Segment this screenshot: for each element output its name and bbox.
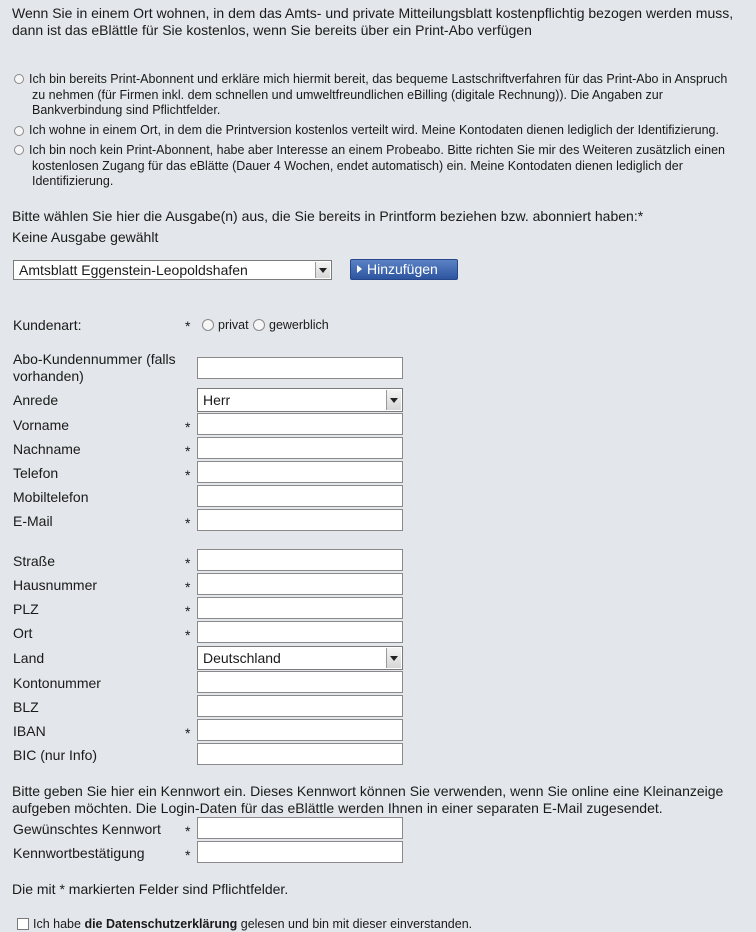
bic-label: BIC (nur Info) (13, 747, 98, 763)
abo-nr-input[interactable] (197, 357, 403, 379)
privacy-policy-link[interactable]: die Datenschutzerklärung (84, 917, 238, 931)
triangle-right-icon (357, 265, 362, 273)
email-input[interactable] (197, 509, 403, 531)
email-label: E-Mail (13, 513, 53, 529)
option-trial-label (29, 143, 756, 190)
ausgabe-none-selected: Keine Ausgabe gewählt (12, 229, 159, 245)
required-star: * (185, 579, 191, 595)
ausgabe-select-value: Amtsblatt Eggenstein-Leopoldshafen (19, 262, 248, 278)
telefon-input[interactable] (197, 461, 403, 483)
option-trial-radio[interactable] (14, 145, 24, 155)
required-star: * (185, 603, 191, 619)
nachname-input[interactable] (197, 437, 403, 459)
anrede-select[interactable] (197, 388, 403, 412)
password-info-line: Bitte geben Sie hier ein Kennwort ein. Dieses Kennwort können Sie verwenden, wenn Sie online eine Kleinanzeige (12, 783, 724, 799)
land-select-value: Deutschland (203, 650, 281, 666)
nachname-label: Nachname (13, 441, 81, 457)
required-star: * (185, 847, 191, 863)
hausnummer-label: Hausnummer (13, 577, 98, 593)
kundenart-gewerblich-radio[interactable] (253, 319, 265, 331)
kontonummer-label: Kontonummer (13, 675, 101, 691)
kundenart-privat-label: privat (218, 318, 249, 332)
required-star: * (185, 627, 191, 643)
option-free-location-radio[interactable] (14, 126, 24, 136)
blz-input[interactable] (197, 695, 403, 717)
option-line: Ich bin bereits Print-Abonnent und erkläre mich hiermit bereit, das bequeme Lastschriftverfahren für das Print-Abo in Anspruch (29, 72, 728, 86)
option-line: Ich bin noch kein Print-Abonnent, habe aber Interesse an einem Probeabo. Bitte richten Sie mir des Weiteren zusätzlich einen (29, 143, 726, 157)
required-star: * (185, 419, 191, 435)
required-star: * (185, 443, 191, 459)
chevron-down-icon (386, 648, 401, 668)
chevron-down-icon (386, 390, 401, 410)
password-confirm-input[interactable] (197, 841, 403, 863)
option-line: Bankverbindung sind Pflichtfelder. (32, 103, 221, 117)
land-select[interactable] (197, 646, 403, 670)
password-input[interactable] (197, 817, 403, 839)
kundenart-gewerblich-label: gewerblich (269, 318, 329, 332)
password-confirm-label: Kennwortbestätigung (13, 845, 145, 861)
bic-input[interactable] (197, 743, 403, 765)
password-info (12, 783, 752, 817)
strasse-label: Straße (13, 553, 56, 569)
mobiltelefon-input[interactable] (197, 485, 403, 507)
password-info-line: aufgeben möchten. Die Login-Daten für das eBlättle werden Ihnen in einer separaten E-Mail zugesendet. (12, 800, 663, 816)
abo-nr-label (13, 351, 176, 385)
option-line: kostenlosen Zugang für das eBlätte (Dauer 4 Wochen, endet automatisch) ein. Meine Kontodaten dienen lediglich der (32, 158, 683, 173)
required-star: * (185, 823, 191, 839)
hausnummer-input[interactable] (197, 573, 403, 595)
ort-label: Ort (13, 625, 33, 641)
telefon-label: Telefon (13, 465, 59, 481)
privacy-checkbox[interactable] (17, 918, 29, 930)
option-free-location-label (29, 123, 754, 139)
option-line: Identifizierung. (32, 174, 114, 188)
required-star: * (185, 555, 191, 571)
vorname-input[interactable] (197, 413, 403, 435)
add-ausgabe-button-label: Hinzufügen (367, 261, 438, 277)
privacy-label-text: gelesen und bin mit dieser einverstanden. (237, 917, 473, 931)
plz-input[interactable] (197, 597, 403, 619)
privacy-label (33, 917, 472, 931)
intro-line: dann ist das eBlättle für Sie kostenlos, wenn Sie bereits über ein Print-Abo verfügen (12, 22, 532, 38)
required-star: * (185, 515, 191, 531)
iban-label: IBAN (13, 723, 46, 739)
abo-nr-label-line: Abo-Kundennummer (falls (13, 351, 176, 367)
kundenart-label: Kundenart: (13, 317, 82, 333)
kontonummer-input[interactable] (197, 671, 403, 693)
iban-input[interactable] (197, 719, 403, 741)
ausgabe-select[interactable] (13, 260, 332, 280)
intro-line: Wenn Sie in einem Ort wohnen, in dem das Amts- und private Mitteilungsblatt kostenpflichtig bezogen werden muss, (12, 5, 734, 21)
ausgabe-prompt: Bitte wählen Sie hier die Ausgabe(n) aus, die Sie bereits in Printform beziehen bzw. abonniert haben:* (12, 208, 644, 224)
required-star: * (185, 467, 191, 483)
blz-label: BLZ (13, 699, 39, 715)
password-label: Gewünschtes Kennwort (13, 821, 161, 837)
plz-label: PLZ (13, 601, 39, 617)
required-star: * (185, 318, 191, 334)
privacy-label-text: Ich habe (33, 917, 85, 931)
option-print-subscriber-label (29, 72, 754, 119)
anrede-label: Anrede (13, 392, 59, 408)
vorname-label: Vorname (13, 417, 70, 433)
abo-nr-label-line: vorhanden) (13, 368, 84, 384)
add-ausgabe-button[interactable] (350, 259, 458, 280)
option-print-subscriber-radio[interactable] (14, 74, 24, 84)
chevron-down-icon (315, 262, 330, 278)
ort-input[interactable] (197, 621, 403, 643)
intro-text (12, 5, 752, 39)
option-line: zu nehmen (für Firmen inkl. dem schnellen und umweltfreundlichen eBilling (digitale Rechnung)). Die Angaben zur (32, 87, 663, 102)
mobiltelefon-label: Mobiltelefon (13, 489, 89, 505)
kundenart-privat-radio[interactable] (202, 319, 214, 331)
required-star: * (185, 725, 191, 741)
anrede-select-value: Herr (203, 392, 231, 408)
land-label: Land (13, 650, 45, 666)
strasse-input[interactable] (197, 549, 403, 571)
option-line: Ich wohne in einem Ort, in dem die Printversion kostenlos verteilt wird. Meine Kontodaten dienen lediglich der Identifizierung. (29, 123, 719, 137)
required-note: Die mit * markierten Felder sind Pflichtfelder. (12, 881, 289, 897)
